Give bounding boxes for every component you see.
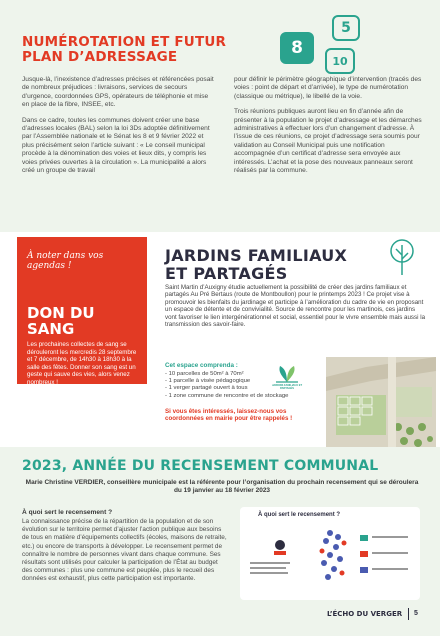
agenda-note: À noter dans vos agendas !	[27, 251, 104, 271]
recensement-title: 2023, ANNÉE DU RECENSEMENT COMMUNAL	[22, 458, 379, 474]
number-5-badge-icon: 5	[332, 15, 360, 41]
footer-divider	[408, 608, 409, 620]
jardins-text: Saint Martin d’Auxigny étudie actuellement la possibilité de créer des jardins familiaux et partagés Au Pré Bertaus (route de Montboullon) pour le printemps 2023 ! Ce projet vise à promouvoir les bienfaits du jardinage et participe à l’amélioration du cadre de vie en proposant un espace de détente et de convivialité. Source de rencontre pour les martinois, ces jardins vont favoriser le lien intergénérationnel et social, essentiel pour le vivre ensemble mais aussi la transmission des savoir-faire.	[165, 284, 426, 329]
recensement-question: À quoi sert le recensement ?	[22, 509, 113, 516]
paragraph: pour définir le périmètre géographique d’intervention (tracés des voies : point de départ et d’arrivée), le type de numérotation (classique ou métrique), le libellé de la voie.	[234, 76, 422, 100]
numerotation-title: NUMÉROTATION ET FUTUR PLAN D’ADRESSAGE	[22, 34, 227, 65]
jardins-list	[165, 371, 315, 400]
recensement-intro: Marie Christine VERDIER, conseillère municipale est la référente pour l’organisation du prochain recensement qui se déroulera du 19 janvier au 18 février 2023	[25, 479, 419, 494]
tree-icon	[385, 237, 419, 277]
publication-name: L’ÉCHO DU VERGER	[327, 610, 403, 618]
list-item: - 1 verger partagé ouvert à tous	[165, 385, 248, 392]
infographic-icons	[250, 530, 408, 580]
infographic-title: À quoi sert le recensement ?	[258, 512, 341, 518]
recensement-text: La connaissance précise de la répartition de la population et de son évolution sur le territoire permet d’ajuster l’action publique aux besoins de tous en matière d’équipements collectifs (écoles, maisons de retraite, etc.) ou encore de transports à développer. Le recensement permet de connaître le nombre de personnes vivant dans chaque commune. Ses résultats sont utilisés pour calculer la participation de l’État au budget des communes : plus une commune est peuplée, plus le recueil des données est exhaustif, plus cette participation est importante.	[22, 518, 227, 583]
numerotation-column-right	[234, 76, 424, 182]
jardins-title: JARDINS FAMILIAUX ET PARTAGÉS	[165, 246, 348, 283]
don-du-sang-text: Les prochaines collectes de sang se dérouleront les mercredis 28 septembre et 7 décembre, de 14h30 à 18h30 à la salle des fêtes. Donner son sang est un geste qui sauve des vies, alors venez nombreux !	[27, 341, 137, 386]
list-item: - 1 parcelle à visée pédagogique	[165, 378, 251, 385]
number-10-badge-icon: 10	[325, 48, 355, 74]
list-item: - 1 zone commune de rencontre et de stockage	[165, 392, 289, 399]
don-du-sang-title: DON DU SANG	[27, 304, 95, 338]
jardins-logo-text: JARDINS FAMILIAUX ET PARTAGÉS	[271, 384, 303, 390]
number-8-badge-icon: 8	[280, 32, 314, 64]
garden-plan-illustration	[326, 357, 436, 454]
garden-map-image	[322, 357, 436, 454]
jardins-subtitle: Cet espace comprenda :	[165, 362, 238, 369]
paragraph: Dans ce cadre, toutes les communes doivent créer une base d’adresses locales (BAL) selon la loi 3Ds adoptée définitivement par l’Assemblée nationale et le Sénat les 8 et 9 février 2022 et plus précisément selon l’article suivant : « Le conseil municipal procède à la dénomination des voies et lieux dits, y compris les voies privées ouvertes à la circulation ». La municipalité a alors créé un groupe de travail	[22, 116, 210, 175]
don-du-sang-box	[17, 237, 147, 384]
infographic-illustration	[240, 507, 420, 600]
middle-section	[0, 232, 440, 423]
paragraph: Jusque-là, l’inexistence d’adresses précises et référencées posait de nombreux préjudices : livraisons, services de secours d’urgence, coordonnées GPS, opérateurs de téléphonie et mise en place de la fibre, INSEE, etc.	[22, 76, 214, 109]
recensement-infographic	[240, 507, 420, 600]
page-number: 5	[414, 610, 418, 617]
list-item: - 10 parcelles de 50m² à 70m²	[165, 371, 244, 377]
jardins-call-to-action: Si vous êtes intéressés, laissez-nous vos coordonnées en mairie pour être rappelés !	[165, 408, 293, 423]
numerotation-column-left	[22, 76, 217, 182]
paragraph: Trois réunions publiques auront lieu en fin d’année afin de présenter à la population le projet d’adressage et les démarches administratives à effectuer lors d’un changement d’adresse. À l’issue de ces réunions, ce projet d’adressage sera soumis pour validation au Conseil Municipal puis une notification accompagnée d’un certificat d’adresse sera envoyée aux intéressés. L’achat et la pose des nouveaux panneaux seront réalisés par la commune.	[234, 108, 422, 175]
